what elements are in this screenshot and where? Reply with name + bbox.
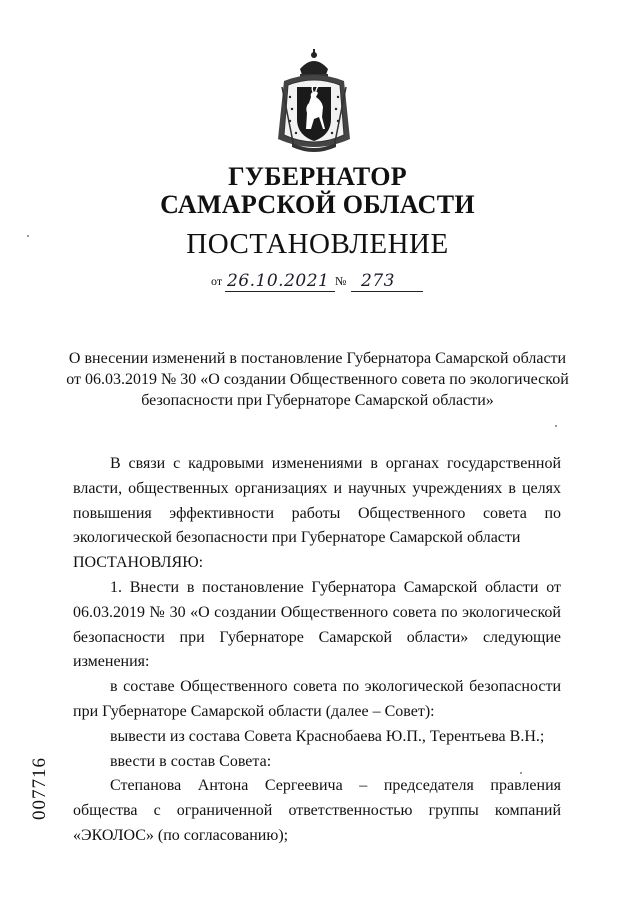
scan-speck xyxy=(555,425,557,427)
issuer-title-line1: ГУБЕРНАТОР xyxy=(228,162,407,191)
samara-oblast-coat-of-arms-icon xyxy=(270,47,358,157)
number-label: № xyxy=(335,274,347,288)
document-type-heading: ПОСТАНОВЛЕНИЕ xyxy=(186,228,449,260)
document-body xyxy=(73,452,561,849)
preamble-paragraph: В связи с кадровыми изменениями в органах государственной власти, общественных организациях и научных учреждениях в целях повышения эффективности работы Общественного совета по экологической безопасности при Губернаторе Самарской области xyxy=(73,455,561,547)
council-composition-paragraph: в составе Общественного совета по экологической безопасности при Губернаторе Самарской области (далее – Совет): xyxy=(73,678,561,720)
handwritten-number: 273 xyxy=(361,271,395,291)
date-underline xyxy=(225,291,335,292)
add-members-paragraph: ввести в состав Совета: xyxy=(110,752,272,770)
new-member-paragraph: Степанова Антона Сергеевича – председателя правления общества с ограниченной ответственностью группы компаний «ЭКОЛОС» (по согласованию); xyxy=(73,777,561,844)
resolution-keyword: ПОСТАНОВЛЯЮ: xyxy=(73,554,204,572)
remove-members-paragraph: вывести из состава Совета Краснобаева Ю.П., Терентьева В.Н.; xyxy=(110,727,545,745)
number-underline xyxy=(351,291,423,292)
date-prefix-label: от xyxy=(211,274,223,288)
issuer-title-line2: САМАРСКОЙ ОБЛАСТИ xyxy=(160,190,475,219)
side-serial-stamp: 007716 xyxy=(29,757,50,820)
scan-speck xyxy=(520,772,522,774)
date-number-line xyxy=(211,272,441,292)
clause-1-paragraph: 1. Внести в постановление Губернатора Самарской области от 06.03.2019 № 30 «О создании Общественного совета по экологической безопасности при Губернаторе Самарской области» следующие изменения: xyxy=(73,578,561,671)
document-subject: О внесении изменений в постановление Губернатора Самарской области от 06.03.2019 № 30 «О создании Общественного совета по экологической безопасности при Губернаторе Самарской области» xyxy=(66,350,569,409)
handwritten-date: 26.10.2021 xyxy=(227,271,330,291)
scan-speck xyxy=(27,235,29,237)
